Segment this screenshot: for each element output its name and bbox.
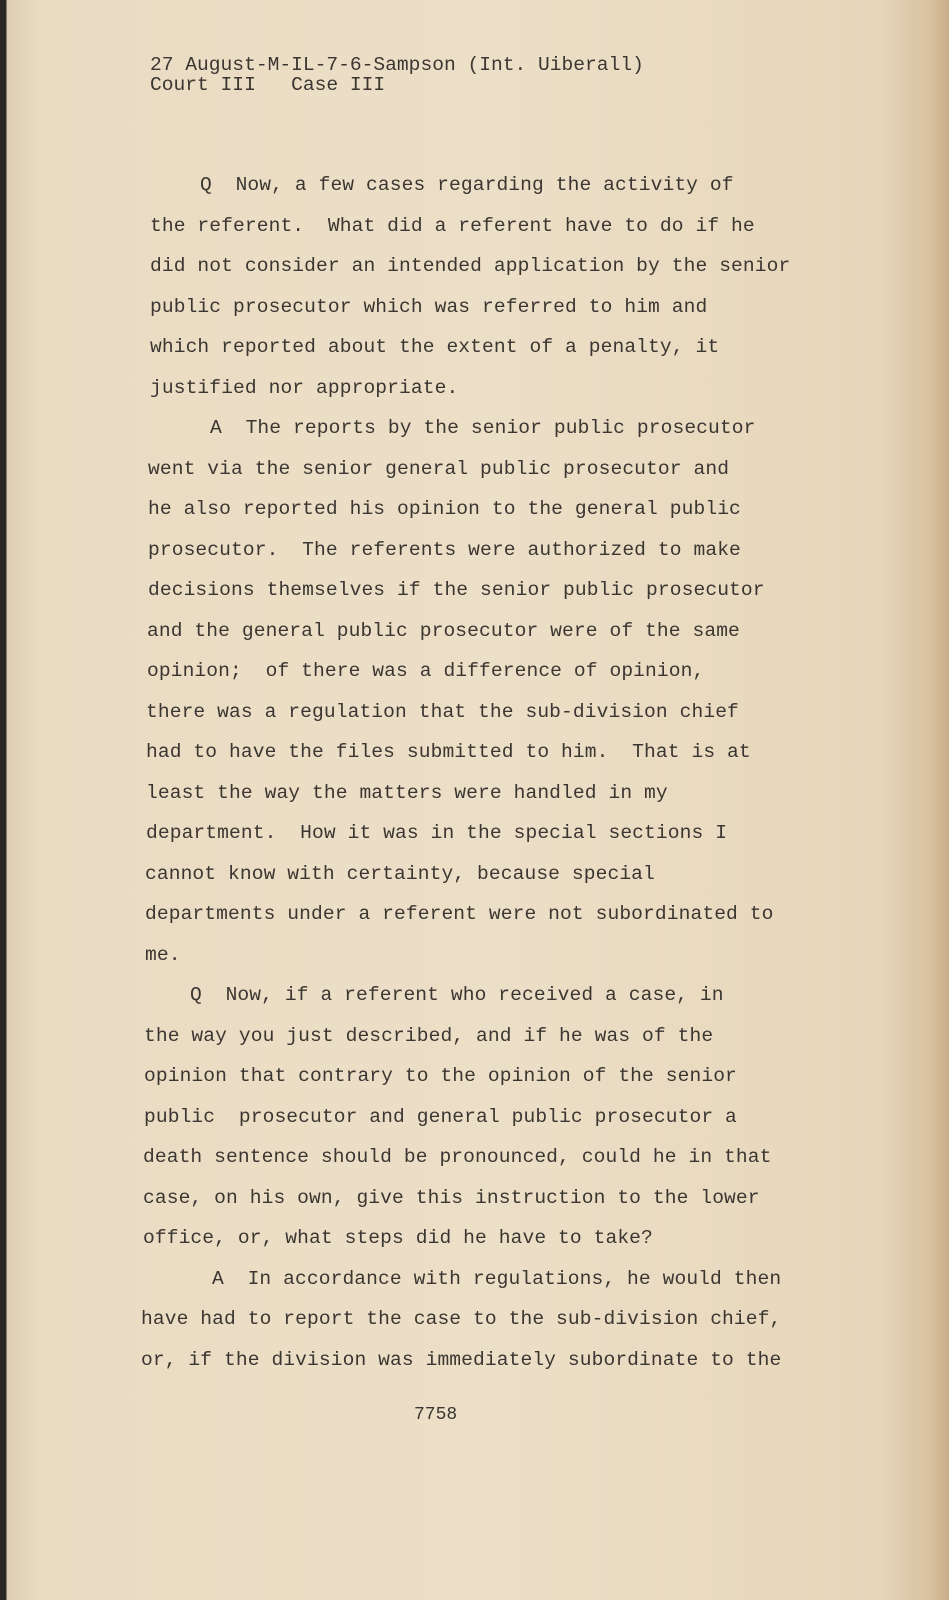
text-line: death sentence should be pronounced, could he in that <box>143 1146 772 1168</box>
text-line: and the general public prosecutor were of the same <box>147 620 740 642</box>
header-session-line: 27 August-M-IL-7-6-Sampson (Int. Uiberall) <box>150 54 644 76</box>
text-line: public prosecutor which was referred to him and <box>150 296 708 318</box>
text-line: Q Now, a few cases regarding the activity of <box>200 174 734 196</box>
text-line: the referent. What did a referent have to do if he <box>150 215 755 237</box>
text-line: he also reported his opinion to the general public <box>148 498 741 520</box>
text-line: departments under a referent were not subordinated to <box>145 903 774 925</box>
text-line: A The reports by the senior public prosecutor <box>210 417 756 439</box>
text-line: department. How it was in the special sections I <box>146 822 728 844</box>
text-line: me. <box>145 944 181 966</box>
text-line: Q Now, if a referent who received a case, in <box>190 984 724 1006</box>
text-line: opinion; of there was a difference of opinion, <box>147 660 705 682</box>
text-line: which reported about the extent of a penalty, it <box>150 336 720 358</box>
text-line: case, on his own, give this instruction to the lower <box>143 1187 760 1209</box>
text-line: went via the senior general public prosecutor and <box>148 458 730 480</box>
header-court-line: Court III Case III <box>150 74 386 96</box>
text-line: the way you just described, and if he was of the <box>144 1025 714 1047</box>
text-line: or, if the division was immediately subordinate to the <box>141 1349 782 1371</box>
text-line: had to have the files submitted to him. That is at <box>146 741 751 763</box>
page-number: 7758 <box>414 1405 458 1425</box>
text-line: have had to report the case to the sub-division chief, <box>141 1308 782 1330</box>
text-line: justified nor appropriate. <box>150 377 459 399</box>
text-line: decisions themselves if the senior public prosecutor <box>148 579 765 601</box>
text-line: opinion that contrary to the opinion of the senior <box>144 1065 737 1087</box>
text-line: did not consider an intended application by the senior <box>150 255 791 277</box>
text-line: A In accordance with regulations, he would then <box>212 1268 782 1290</box>
text-line: prosecutor. The referents were authorized to make <box>148 539 741 561</box>
text-line: there was a regulation that the sub-division chief <box>146 701 739 723</box>
text-line: public prosecutor and general public prosecutor a <box>144 1106 737 1128</box>
text-line: cannot know with certainty, because special <box>145 863 655 885</box>
text-line: office, or, what steps did he have to take? <box>143 1227 653 1249</box>
text-line: least the way the matters were handled in my <box>146 782 668 804</box>
